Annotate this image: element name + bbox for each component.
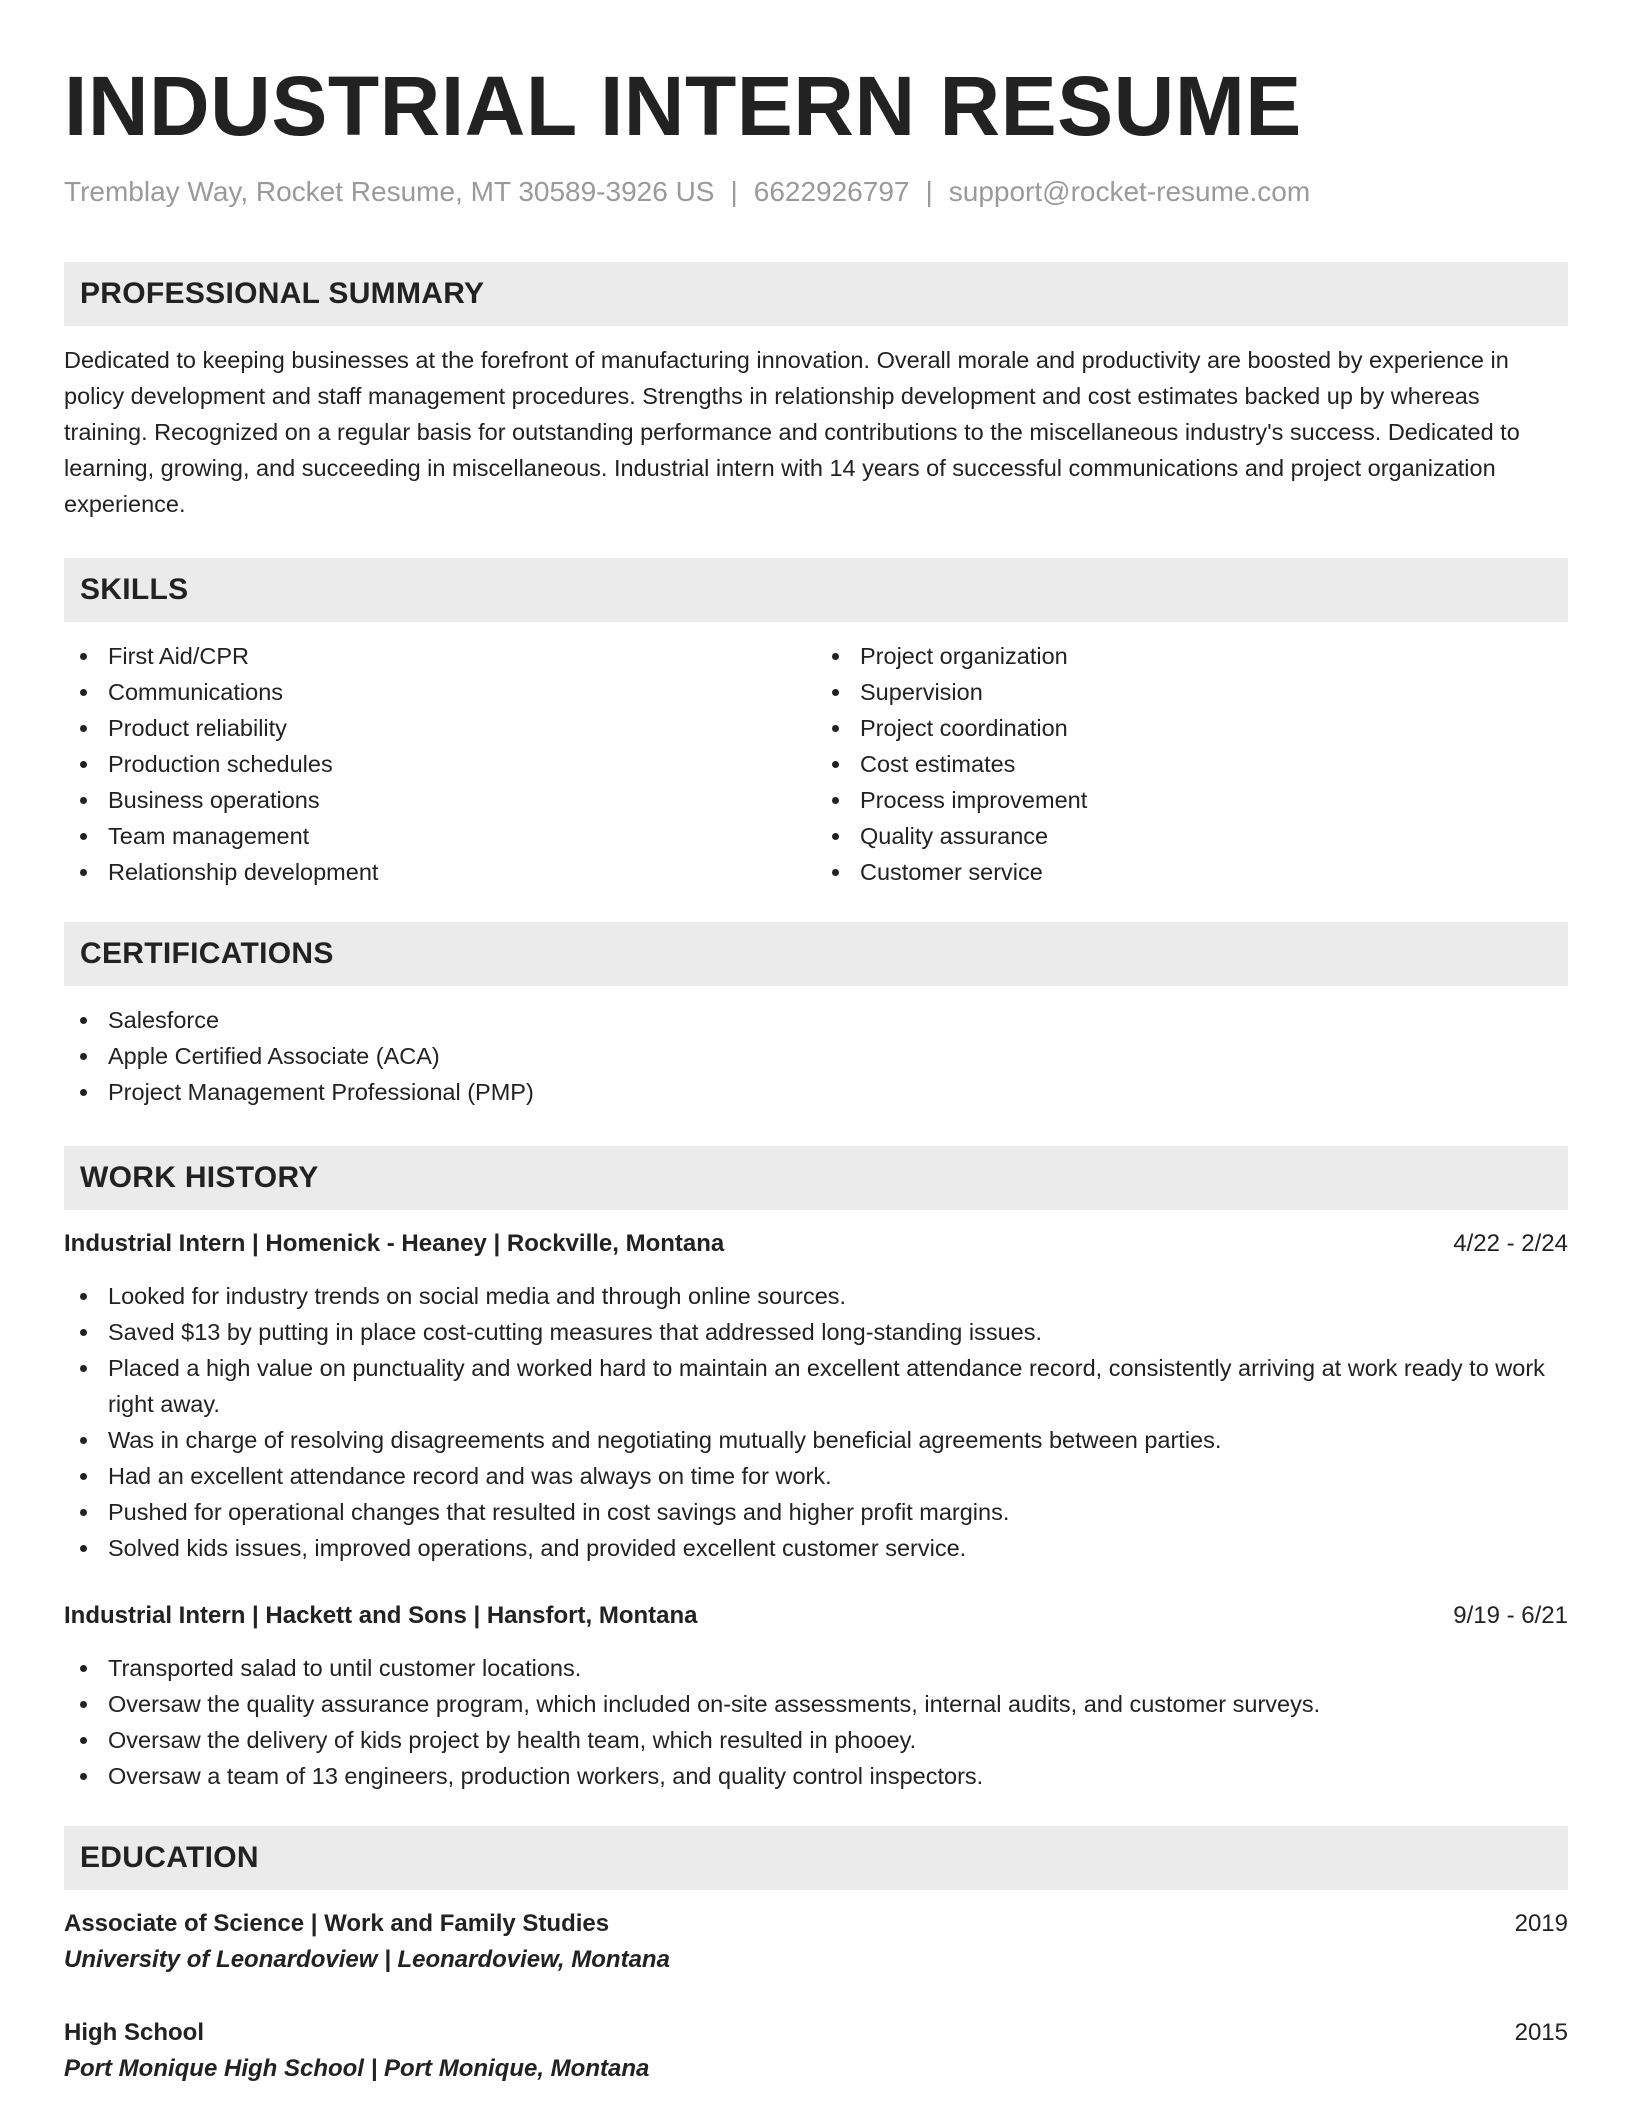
skill-item: Production schedules — [64, 746, 816, 782]
job-dates: 9/19 - 6/21 — [1453, 1602, 1568, 1629]
skill-item: Process improvement — [816, 782, 1568, 818]
job-bullet: Placed a high value on punctuality and worked hard to maintain an excellent attendance record, consistently arriving at work ready to work right away. — [64, 1350, 1568, 1422]
skill-item: First Aid/CPR — [64, 638, 816, 674]
resume-title: INDUSTRIAL INTERN RESUME — [64, 59, 1302, 153]
skill-item: Project organization — [816, 638, 1568, 674]
section-heading-education: EDUCATION — [64, 1826, 1568, 1890]
job-entry — [64, 1226, 1568, 1566]
job-bullet: Looked for industry trends on social media and through online sources. — [64, 1278, 1568, 1314]
skills-list-left — [64, 638, 816, 890]
certification-item: Apple Certified Associate (ACA) — [64, 1038, 1568, 1074]
job-title: Industrial Intern | Homenick - Heaney | Rockville, Montana — [64, 1230, 725, 1257]
skill-item: Project coordination — [816, 710, 1568, 746]
job-dates: 4/22 - 2/24 — [1453, 1230, 1568, 1257]
section-heading-summary: PROFESSIONAL SUMMARY — [64, 262, 1568, 326]
job-bullet: Had an excellent attendance record and was always on time for work. — [64, 1458, 1568, 1494]
skills-grid — [64, 638, 1568, 890]
skill-item: Cost estimates — [816, 746, 1568, 782]
skill-item: Quality assurance — [816, 818, 1568, 854]
job-title: Industrial Intern | Hackett and Sons | Hansfort, Montana — [64, 1602, 698, 1629]
certification-item: Project Management Professional (PMP) — [64, 1074, 1568, 1110]
contact-email: support@rocket-resume.com — [948, 176, 1311, 207]
skill-item: Team management — [64, 818, 816, 854]
contact-separator: | — [730, 176, 738, 207]
job-bullet-list — [64, 1278, 1568, 1566]
education-school: University of Leonardoview | Leonardoview, Montana — [64, 1946, 670, 1973]
contact-line — [64, 174, 1568, 210]
skill-item: Supervision — [816, 674, 1568, 710]
education-year: 2015 — [1514, 2019, 1568, 2046]
job-bullet: Oversaw the delivery of kids project by health team, which resulted in phooey. — [64, 1722, 1568, 1758]
job-bullet: Was in charge of resolving disagreements and negotiating mutually beneficial agreements between parties. — [64, 1422, 1568, 1458]
skill-item: Customer service — [816, 854, 1568, 890]
job-bullet: Transported salad to until customer locations. — [64, 1650, 1568, 1686]
skill-item: Communications — [64, 674, 816, 710]
job-bullet: Saved $13 by putting in place cost-cutting measures that addressed long-standing issues. — [64, 1314, 1568, 1350]
job-bullet: Oversaw the quality assurance program, which included on-site assessments, internal audits, and customer surveys. — [64, 1686, 1568, 1722]
skills-list-right — [816, 638, 1568, 890]
education-school: Port Monique High School | Port Monique, Montana — [64, 2055, 650, 2082]
summary-text: Dedicated to keeping businesses at the forefront of manufacturing innovation. Overall morale and productivity are boosted by experience in policy development and staff management procedures. Strengths in relationship development and cost estimates backed up by whereas training. Recognized on a regular basis for outstanding performance and contributions to the miscellaneous industry's success. Dedicated to learning, growing, and succeeding in miscellaneous. Industrial intern with 14 years of successful communications and project organization experience. — [64, 347, 1520, 517]
job-bullet-list — [64, 1650, 1568, 1794]
job-header — [64, 1226, 1568, 1262]
education-header — [64, 2015, 1568, 2051]
education-entry — [64, 1906, 1568, 1978]
education-degree: High School — [64, 2019, 204, 2046]
contact-address: Tremblay Way, Rocket Resume, MT 30589-3926 US — [64, 176, 715, 207]
education-header — [64, 1906, 1568, 1942]
job-bullet: Pushed for operational changes that resulted in cost savings and higher profit margins. — [64, 1494, 1568, 1530]
certifications-list — [64, 1002, 1568, 1110]
section-heading-certifications: CERTIFICATIONS — [64, 922, 1568, 986]
skill-item: Product reliability — [64, 710, 816, 746]
education-year: 2019 — [1514, 1910, 1568, 1937]
contact-separator: | — [925, 176, 933, 207]
job-header — [64, 1598, 1568, 1634]
contact-phone: 6622926797 — [753, 176, 910, 207]
job-bullet: Oversaw a team of 13 engineers, production workers, and quality control inspectors. — [64, 1758, 1568, 1794]
education-degree: Associate of Science | Work and Family Studies — [64, 1910, 610, 1937]
section-heading-skills: SKILLS — [64, 558, 1568, 622]
skill-item: Business operations — [64, 782, 816, 818]
education-entry — [64, 2015, 1568, 2087]
skill-item: Relationship development — [64, 854, 816, 890]
certification-item: Salesforce — [64, 1002, 1568, 1038]
section-heading-work-history: WORK HISTORY — [64, 1146, 1568, 1210]
job-bullet: Solved kids issues, improved operations, and provided excellent customer service. — [64, 1530, 1568, 1566]
job-entry — [64, 1598, 1568, 1794]
